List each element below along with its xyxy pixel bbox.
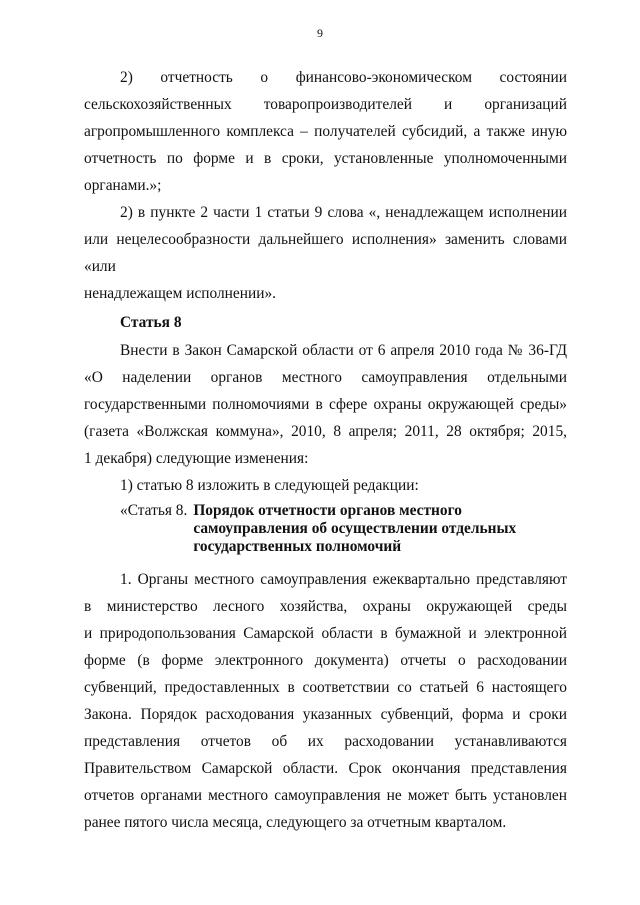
title-line: государственных полномочий bbox=[193, 538, 402, 555]
text-line: и природопользования Самарской области в бумажной и электронной bbox=[84, 625, 567, 642]
text-line: 2) в пункте 2 части 1 статьи 9 слова «, ненадлежащем исполнении bbox=[120, 204, 567, 221]
text-line: форме (в форме электронного документа) отчеты о расходовании bbox=[84, 652, 567, 669]
text-line: Закона. Порядок расходования указанных субвенций, форма и сроки bbox=[84, 706, 567, 723]
text-line: 1 декабря) следующие изменения: bbox=[84, 450, 309, 467]
paragraph-law-amendment bbox=[84, 337, 567, 472]
list-item: 1) статью 8 изложить в следующей редакции: bbox=[120, 477, 419, 494]
text-line: (газета «Волжская коммуна», 2010, 8 апреля; 2011, 28 октября; 2015, bbox=[84, 423, 567, 440]
inner-article-title bbox=[84, 502, 567, 556]
text-line: субвенций, предоставленных в соответствии со статьей 6 настоящего bbox=[84, 679, 567, 696]
text-line: 2) отчетность о финансово-экономическом состоянии bbox=[120, 69, 567, 86]
text-line: Правительством Самарской области. Срок окончания представления bbox=[84, 760, 567, 777]
inner-article-prefix: «Статья 8. bbox=[120, 502, 188, 519]
title-line: самоуправления об осуществлении отдельных bbox=[193, 520, 517, 537]
text-line: отчетность по форме и в сроки, установленные уполномоченными bbox=[84, 150, 567, 167]
text-line: ненадлежащем исполнении». bbox=[84, 285, 277, 302]
paragraph-reporting bbox=[84, 64, 567, 199]
paragraph-reporting-procedure bbox=[84, 566, 567, 836]
document-body bbox=[84, 64, 567, 836]
text-line: государственными полномочиями в сфере охраны окружающей среды» bbox=[84, 396, 567, 413]
paragraph-amendment-article9 bbox=[84, 199, 567, 307]
text-line: «О наделении органов местного самоуправления отдельными bbox=[84, 369, 567, 386]
text-line: Внести в Закон Самарской области от 6 апреля 2010 года № 36-ГД bbox=[120, 342, 567, 359]
text-line: отчетов органами местного самоуправления не может быть установлен bbox=[84, 787, 567, 804]
text-line: сельскохозяйственных товаропроизводителей и организаций bbox=[84, 96, 567, 113]
text-line: агропромышленного комплекса – получателей субсидий, а также иную bbox=[84, 123, 567, 140]
text-line: ранее пятого числа месяца, следующего за отчетным кварталом. bbox=[84, 814, 507, 831]
text-line: представления отчетов об их расходовании устанавливаются bbox=[84, 733, 567, 750]
title-line: Порядок отчетности органов местного bbox=[193, 502, 462, 519]
inner-article-name bbox=[193, 502, 516, 556]
text-line: или нецелесообразности дальнейшего исполнения» заменить словами «или bbox=[84, 231, 567, 275]
text-line: в министерство лесного хозяйства, охраны окружающей среды bbox=[84, 598, 567, 615]
text-line: 1. Органы местного самоуправления ежеквартально представляют bbox=[120, 571, 567, 588]
page-number: 9 bbox=[317, 26, 323, 40]
text-line: органами.»; bbox=[84, 177, 162, 194]
article-heading: Статья 8 bbox=[120, 314, 182, 331]
